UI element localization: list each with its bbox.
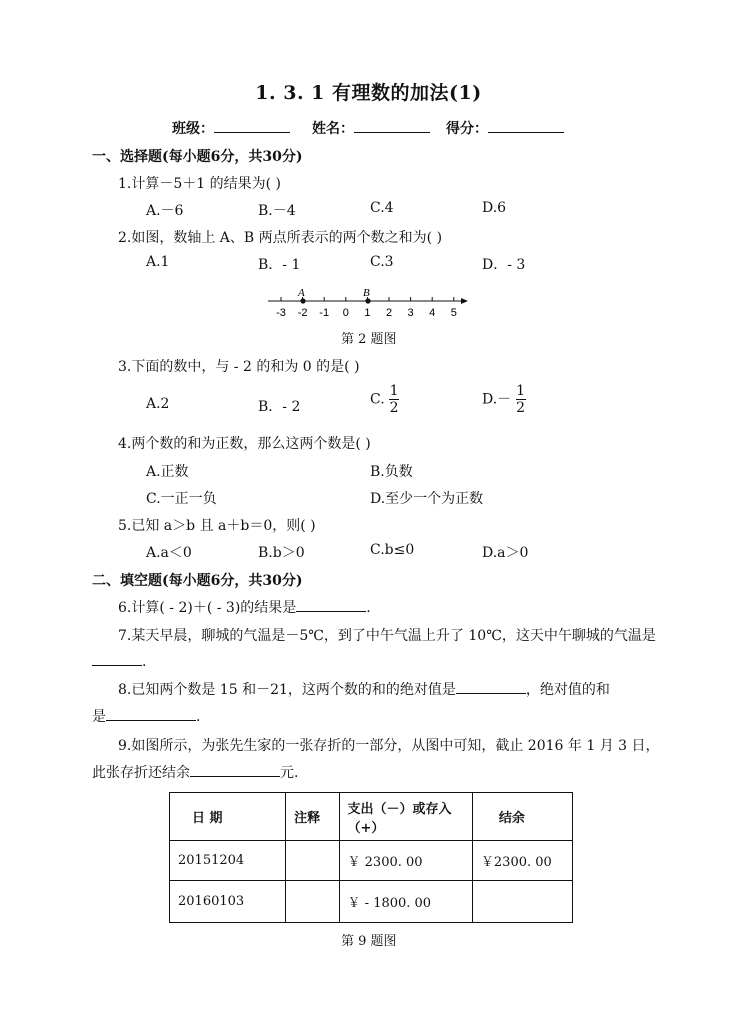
q7-line1: 7.某天早晨，聊城的气温是－5℃，到了中午气温上升了 10℃，这天中午聊城的气温是 bbox=[118, 628, 656, 644]
q2-option-c[interactable]: C.3 bbox=[370, 254, 394, 270]
table-row bbox=[170, 841, 573, 881]
q4-option-c[interactable]: C.一正一负 bbox=[146, 491, 217, 507]
q9-text-a: 此张存折还结余 bbox=[92, 765, 190, 781]
fraction-denominator: 2 bbox=[516, 400, 526, 416]
number-line-figure bbox=[262, 284, 474, 322]
q8-line1 bbox=[118, 679, 610, 699]
score-blank[interactable] bbox=[488, 118, 564, 133]
point-a-label: A bbox=[298, 287, 305, 299]
q1-option-b[interactable]: B.－4 bbox=[258, 203, 296, 219]
q5-option-d[interactable]: D.a＞0 bbox=[482, 545, 529, 561]
header-date: 日 期 bbox=[170, 793, 286, 841]
q1-option-a[interactable]: A.－6 bbox=[146, 203, 184, 219]
section1-heading: 一、选择题(每小题6分，共30分) bbox=[92, 149, 303, 165]
q6 bbox=[118, 597, 371, 617]
q7-end: . bbox=[142, 654, 147, 670]
q3-option-c[interactable] bbox=[370, 383, 399, 416]
q2-option-b[interactable]: B．- 1 bbox=[258, 257, 301, 273]
q6-blank[interactable] bbox=[296, 597, 366, 612]
page-title: 1. 3. 1 有理数的加法(1) bbox=[255, 82, 482, 104]
fraction-numerator: 1 bbox=[389, 383, 399, 399]
row2-note bbox=[286, 881, 339, 923]
point-b-label: B bbox=[363, 287, 370, 299]
row2-balance bbox=[472, 881, 572, 923]
q3-option-d[interactable] bbox=[482, 383, 526, 416]
q2-figure-caption: 第 2 题图 bbox=[341, 332, 397, 347]
q9-line1: 9.如图所示，为张先生家的一张存折的一部分，从图中可知，截止 2016 年 1 月 3 日， bbox=[118, 738, 660, 754]
row1-balance: ￥2300. 00 bbox=[472, 841, 572, 881]
q4-text: 4.两个数的和为正数，那么这两个数是( ) bbox=[118, 436, 371, 452]
q8-end: . bbox=[196, 709, 201, 725]
q5-option-b[interactable]: B.b＞0 bbox=[258, 545, 305, 561]
q8-blank-1[interactable] bbox=[456, 679, 526, 694]
q8-text-b: ，绝对值的和 bbox=[525, 682, 610, 698]
class-blank[interactable] bbox=[214, 118, 290, 133]
q4-option-d[interactable]: D.至少一个为正数 bbox=[370, 491, 484, 507]
section2-heading: 二、填空题(每小题6分，共30分) bbox=[92, 573, 303, 589]
q2-option-a[interactable]: A.1 bbox=[146, 254, 170, 270]
q8-line2 bbox=[92, 706, 200, 726]
number-line-tick-label: -2 bbox=[297, 307, 308, 319]
name-label: 姓名： bbox=[312, 121, 354, 137]
q1-text: 1.计算－5＋1 的结果为( ) bbox=[118, 176, 281, 192]
q3-text: 3.下面的数中，与 - 2 的和为 0 的是( ) bbox=[118, 359, 360, 375]
number-line-arrow bbox=[461, 298, 468, 304]
row2-amount: ￥ - 1800. 00 bbox=[339, 881, 472, 923]
number-line-tick-label: 2 bbox=[385, 307, 393, 319]
q7-blank[interactable] bbox=[92, 651, 142, 666]
q3-option-d-label: D.－ bbox=[482, 391, 512, 408]
q8-text-c: 是 bbox=[92, 709, 106, 725]
q3-option-c-label: C. bbox=[370, 391, 385, 408]
name-field bbox=[312, 118, 430, 138]
q5-text: 5.已知 a＞b 且 a＋b＝0，则( ) bbox=[118, 518, 316, 534]
name-blank[interactable] bbox=[354, 118, 430, 133]
q1-option-d[interactable]: D.6 bbox=[482, 200, 507, 216]
q3-option-b[interactable]: B．- 2 bbox=[258, 399, 301, 415]
q8-blank-2[interactable] bbox=[106, 706, 196, 721]
point-a-dot bbox=[300, 298, 305, 303]
q9-text-b: 元. bbox=[280, 765, 299, 781]
q5-option-a[interactable]: A.a＜0 bbox=[146, 545, 192, 561]
score-label: 得分： bbox=[446, 121, 488, 137]
q9-blank[interactable] bbox=[190, 762, 280, 777]
q6-text: 6.计算( - 2)＋( - 3)的结果是 bbox=[118, 600, 297, 616]
table-header-row bbox=[170, 793, 573, 841]
q2-option-d[interactable]: D．- 3 bbox=[482, 257, 526, 273]
q6-end: . bbox=[366, 600, 371, 616]
q3-option-a[interactable]: A.2 bbox=[146, 396, 170, 412]
fraction-denominator: 2 bbox=[389, 400, 399, 416]
q1-option-c[interactable]: C.4 bbox=[370, 200, 394, 216]
fraction-numerator: 1 bbox=[516, 383, 526, 399]
q9-figure-caption: 第 9 题图 bbox=[341, 934, 397, 949]
number-line-tick-label: 1 bbox=[364, 307, 371, 319]
q9-line2 bbox=[92, 762, 298, 782]
passbook-table bbox=[169, 792, 573, 923]
row2-date: 20160103 bbox=[170, 881, 286, 923]
q3-option-d-fraction bbox=[516, 383, 526, 416]
q4-option-b[interactable]: B.负数 bbox=[370, 464, 413, 480]
number-line-tick-label: 3 bbox=[407, 307, 414, 319]
class-label: 班级： bbox=[172, 121, 214, 137]
q5-option-c[interactable]: C.b≤0 bbox=[370, 542, 415, 558]
number-line-tick-label: -3 bbox=[276, 307, 286, 319]
score-field bbox=[446, 118, 564, 138]
point-b-dot bbox=[365, 298, 370, 303]
number-line-tick-label: -1 bbox=[319, 307, 330, 319]
row1-date: 20151204 bbox=[170, 841, 286, 881]
row1-amount: ￥ 2300. 00 bbox=[339, 841, 472, 881]
q4-option-a[interactable]: A.正数 bbox=[146, 464, 189, 480]
header-note: 注释 bbox=[286, 793, 339, 841]
header-balance: 结余 bbox=[472, 793, 572, 841]
number-line-tick-label: 4 bbox=[429, 307, 436, 319]
class-field bbox=[172, 118, 290, 138]
q8-text-a: 8.已知两个数是 15 和－21，这两个数的和的绝对值是 bbox=[118, 682, 456, 698]
row1-note bbox=[286, 841, 339, 881]
q2-text: 2.如图，数轴上 A、B 两点所表示的两个数之和为( ) bbox=[118, 230, 443, 246]
q3-option-c-fraction bbox=[389, 383, 399, 416]
number-line-tick-label: 5 bbox=[450, 307, 457, 319]
number-line-tick-label: 0 bbox=[342, 307, 349, 319]
q7-line2 bbox=[92, 651, 146, 670]
table-row bbox=[170, 881, 573, 923]
header-amount: 支出（－）或存入（+） bbox=[339, 793, 472, 841]
